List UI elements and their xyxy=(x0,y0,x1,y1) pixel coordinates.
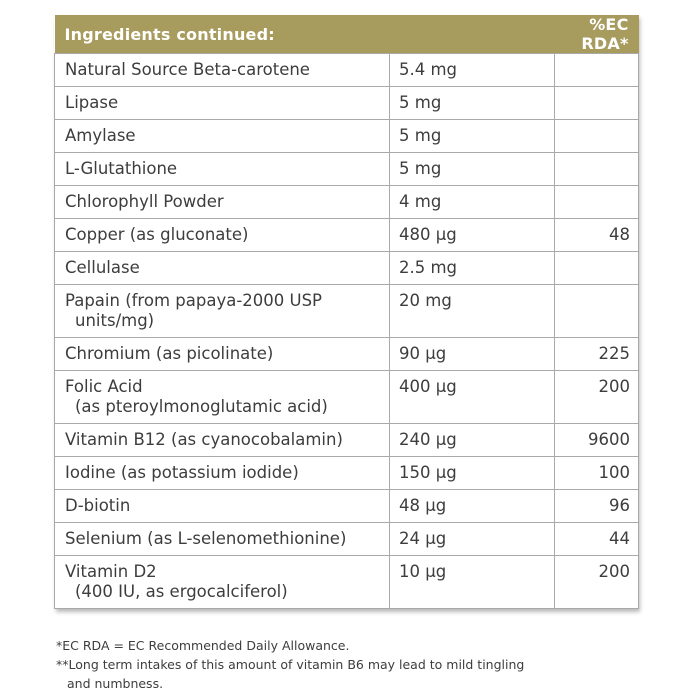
ingredient-rda: 48 xyxy=(555,219,639,252)
ingredient-amount: 400 μg xyxy=(390,371,555,424)
ingredient-name: Chromium (as picolinate) xyxy=(65,344,274,363)
ingredient-amount: 150 μg xyxy=(390,457,555,490)
ingredient-name: Iodine (as potassium iodide) xyxy=(65,463,299,482)
ingredient-name-cell xyxy=(55,54,390,87)
ingredient-name-cell xyxy=(55,457,390,490)
ingredient-name: L-Glutathione xyxy=(65,159,178,178)
table-row xyxy=(55,523,639,556)
ingredient-rda xyxy=(555,252,639,285)
ingredient-rda: 225 xyxy=(555,338,639,371)
table-row xyxy=(55,120,639,153)
ingredients-table xyxy=(54,15,639,609)
table-row xyxy=(55,556,639,609)
ingredient-rda xyxy=(555,54,639,87)
ingredient-rda: 100 xyxy=(555,457,639,490)
header-rda: %EC RDA* xyxy=(555,15,639,54)
ingredient-rda: 200 xyxy=(555,371,639,424)
table-row xyxy=(55,490,639,523)
ingredient-name-detail: (as pteroylmonoglutamic acid) xyxy=(75,397,328,416)
ingredient-name: Amylase xyxy=(65,126,136,145)
ingredient-name: Vitamin B12 (as cyanocobalamin) xyxy=(65,430,343,449)
table-row xyxy=(55,285,639,338)
ingredient-rda: 9600 xyxy=(555,424,639,457)
ingredient-name: Chlorophyll Powder xyxy=(65,192,224,211)
ingredient-name-cell xyxy=(55,87,390,120)
ingredient-rda xyxy=(555,285,639,338)
table-row xyxy=(55,87,639,120)
ingredient-name-cell xyxy=(55,371,390,424)
ingredient-name-cell xyxy=(55,153,390,186)
ingredient-amount: 5 mg xyxy=(390,120,555,153)
ingredient-rda xyxy=(555,186,639,219)
ingredient-name: Folic Acid xyxy=(65,377,143,396)
ingredient-rda: 44 xyxy=(555,523,639,556)
ingredient-amount: 48 μg xyxy=(390,490,555,523)
ingredient-name-cell xyxy=(55,252,390,285)
ingredient-name-cell xyxy=(55,523,390,556)
ingredient-name-cell xyxy=(55,219,390,252)
table-row xyxy=(55,338,639,371)
ingredient-amount: 10 μg xyxy=(390,556,555,609)
ingredient-amount: 240 μg xyxy=(390,424,555,457)
ingredient-amount: 20 mg xyxy=(390,285,555,338)
ingredient-amount: 5.4 mg xyxy=(390,54,555,87)
ingredient-name: Cellulase xyxy=(65,258,140,277)
table-row xyxy=(55,219,639,252)
header-ingredients: Ingredients continued: xyxy=(55,15,555,54)
ingredient-name-detail: (400 IU, as ergocalciferol) xyxy=(75,582,288,601)
footnotes xyxy=(56,636,524,693)
ingredient-rda xyxy=(555,87,639,120)
ingredient-amount: 5 mg xyxy=(390,87,555,120)
ingredient-amount: 5 mg xyxy=(390,153,555,186)
table-row xyxy=(55,252,639,285)
ingredient-amount: 24 μg xyxy=(390,523,555,556)
ingredient-amount: 4 mg xyxy=(390,186,555,219)
ingredient-name: Vitamin D2 xyxy=(65,562,157,581)
ingredient-name-cell xyxy=(55,186,390,219)
ingredient-amount: 2.5 mg xyxy=(390,252,555,285)
ingredient-name-cell xyxy=(55,424,390,457)
ingredient-name: Copper (as gluconate) xyxy=(65,225,249,244)
ingredient-name-detail: units/mg) xyxy=(75,311,155,330)
footnote-b6: **Long term intakes of this amount of vitamin B6 may lead to mild tingling xyxy=(56,657,525,672)
table-row xyxy=(55,424,639,457)
ingredient-amount: 480 μg xyxy=(390,219,555,252)
table-row xyxy=(55,371,639,424)
ingredient-name-cell xyxy=(55,338,390,371)
ingredient-name-cell xyxy=(55,120,390,153)
ingredient-name-cell xyxy=(55,285,390,338)
ingredient-rda xyxy=(555,153,639,186)
ingredient-name-cell xyxy=(55,490,390,523)
ingredient-rda: 96 xyxy=(555,490,639,523)
ingredients-table-container xyxy=(54,15,638,609)
ingredient-name: D-biotin xyxy=(65,496,131,515)
table-row xyxy=(55,54,639,87)
ingredient-name-cell xyxy=(55,556,390,609)
ingredient-name: Lipase xyxy=(65,93,119,112)
ingredient-name: Natural Source Beta-carotene xyxy=(65,60,310,79)
ingredient-name: Selenium (as L-selenomethionine) xyxy=(65,529,347,548)
table-header-row xyxy=(55,15,639,54)
ingredient-rda xyxy=(555,120,639,153)
ingredient-amount: 90 μg xyxy=(390,338,555,371)
footnote-rda: *EC RDA = EC Recommended Daily Allowance. xyxy=(56,638,350,653)
table-row xyxy=(55,153,639,186)
footnote-b6-continued: and numbness. xyxy=(67,676,164,691)
table-row xyxy=(55,457,639,490)
ingredient-rda: 200 xyxy=(555,556,639,609)
table-row xyxy=(55,186,639,219)
ingredient-name: Papain (from papaya-2000 USP xyxy=(65,291,323,310)
